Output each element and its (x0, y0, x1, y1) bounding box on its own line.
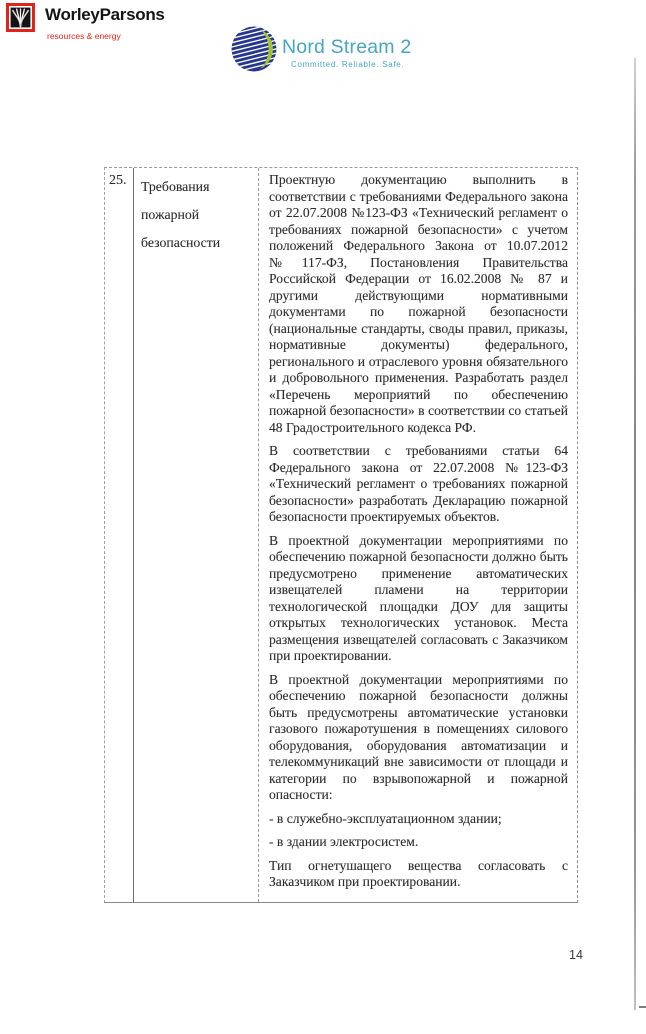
paragraph-fire-declaration: В соответствии с требованиями статьи 64 Федерального закона от 22.07.2008 №123-ФЗ «Технический регламент о требованиях пожарной безопасности» разработать Декларацию пожарной безопасности проектируемых объектов. (269, 443, 568, 524)
worleyparsons-tagline: resources & energy (47, 31, 121, 41)
nordstream2-globe-icon (231, 26, 277, 72)
paragraph-gas-extinguishing: В проектной документации мероприятиями по обеспечению пожарной безопасности должны быть предусмотрены автоматические установки газового пожаротушения в помещениях силового оборудования, оборудования автоматизации и телекоммуникаций вне зависимости от площади и категории по взрывопожарной и пожарной опасности: (269, 671, 568, 802)
scan-edge-artifact (634, 58, 636, 1010)
row-title-cell: Требования пожарной безопасности (134, 168, 259, 902)
nordstream2-tagline: Committed. Reliable. Safe. (291, 60, 405, 69)
row-content-cell (259, 168, 577, 902)
scan-dash-artifact (639, 1006, 646, 1008)
list-item-service-building: - в служебно-эксплуатационном здании; (269, 810, 502, 826)
page-number: 14 (569, 948, 583, 962)
nordstream2-wordmark: Nord Stream 2 (282, 36, 412, 58)
paragraph-extinguishing-agent: Тип огнетушащего вещества согласовать с Заказчиком при проектировании. (269, 857, 568, 889)
requirements-table-row (104, 167, 578, 903)
paragraph-flame-detectors: В проектной документации мероприятиями по обеспечению пожарной безопасности должно быть предусмотрено применение автоматических извещателей пламени на территории технологической площадки ДОУ для защиты открытых технологических установок. Места размещения извещателей согласовать с Заказчиком при проектировании. (269, 532, 568, 663)
row-number-cell: 25. (105, 168, 134, 902)
worleyparsons-wordmark: WorleyParsons (45, 5, 165, 24)
list-item-electrical-building: - в здании электросистем. (269, 834, 419, 849)
worleyparsons-logo-icon (6, 3, 35, 32)
paragraph-project-documentation: Проектную документацию выполнить в соответствии с требованиями Федерального закона от 22.07.2008 №123-ФЗ «Технический регламент о требованиях пожарной безопасности» с учетом положений Федерального Закона от 10.07.2012 №117-ФЗ, Постановления Правительства Российской Федерации от 16.02.2008 № 87 и другими действующими нормативными документами по пожарной безопасности (национальные стандарты, своды правил, приказы, нормативные документы) федерального, регионального и отраслевого уровня обязательного и добровольного применения. Разработать раздел «Перечень мероприятий по обеспечению пожарной безопасности» в соответствии со статьей 48 Градостроительного кодекса РФ. (269, 172, 568, 435)
